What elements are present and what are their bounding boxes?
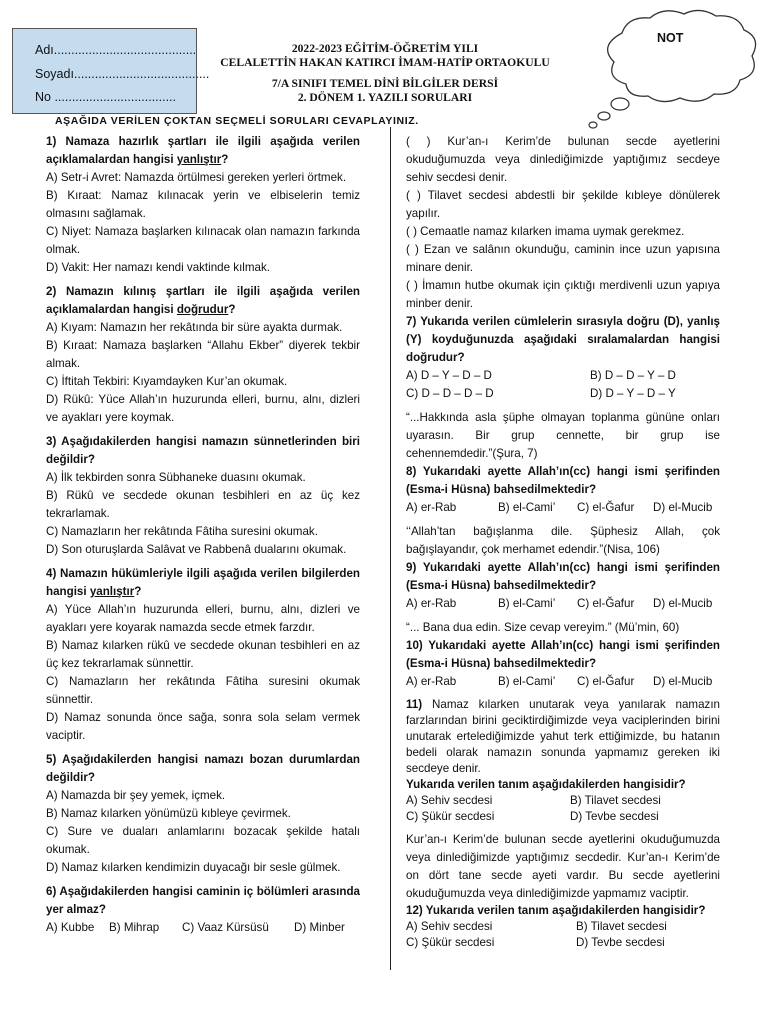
q8-stem: 8) Yukarıdaki ayette Allah’ın(cc) hangi ismi şerifinden (Esma-i Hüsna) bahsedilmektedir? — [406, 465, 720, 496]
quote-8: “...Hakkında asla şüphe olmayan toplanma gününe onları uyarasın. Bir grup cennette, bir grup ise cehennemdedir.”(Şura, 7) — [406, 411, 720, 460]
q11-option-d[interactable]: D) Tevbe secdesi — [570, 810, 659, 823]
q6-option-a[interactable]: A) Kubbe — [46, 921, 95, 934]
q12-option-c[interactable]: C) Şükür secdesi — [406, 936, 495, 949]
quote-10: “... Bana dua edin. Size cevap vereyim.” (Mü’min, 60) — [406, 621, 680, 634]
q4-option-a[interactable]: A) Yüce Allah’ın huzurunda elleri, burnu, alnı, dizleri ve ayakları yere koyarak namazda secde etmek farzdır. — [46, 603, 360, 634]
column-divider — [390, 127, 391, 970]
q11-text: 11) Namaz kılarken unutarak veya yanılarak namazın farzlarından birini geciktirdiğimizde veya vaciplerinden birini unutarak ertelediğimizde yahut terk ettiğimizde, bu hatanın bedeli olarak namazın sonunda yapmamız gereken iki secdeye denir. — [406, 698, 720, 775]
q12-stem: 12) Yukarıda verilen tanım aşağıdakilerden hangisidir? — [406, 904, 706, 917]
school-year: 2022-2023 EĞİTİM-ÖĞRETİM YILI — [291, 42, 479, 55]
q9-options — [406, 595, 720, 613]
name-field[interactable]: Adı......................................... — [35, 43, 197, 57]
q6-option-b[interactable]: B) Mihrap — [109, 921, 160, 934]
q11-option-b[interactable]: B) Tilavet secdesi — [570, 794, 661, 807]
q7-option-a[interactable]: A) D – Y – D – D — [406, 369, 492, 382]
q2-option-b[interactable]: B) Kıraat: Namaza başlarken “Allahu Ekber” diyerek tekbir almak. — [46, 339, 360, 370]
statement-2[interactable]: ( ) Tilavet secdesi abdestli bir şekilde kıbleye dönülerek yapılır. — [406, 189, 720, 220]
q11-option-a[interactable]: A) Sehiv secdesi — [406, 794, 493, 807]
q1-option-c[interactable]: C) Niyet: Namaza başlarken kılınacak olan namazın farkında olmak. — [46, 225, 360, 256]
number-field[interactable]: No ................................... — [35, 90, 177, 104]
q6-option-d[interactable]: D) Minber — [294, 921, 345, 934]
left-column — [46, 133, 360, 937]
q4-option-d[interactable]: D) Namaz sonunda önce sağa, sonra sola selam vermek vaciptir. — [46, 711, 360, 742]
q6-option-c[interactable]: C) Vaaz Kürsüsü — [182, 921, 269, 934]
class-course: 7/A SINIFI TEMEL DİNİ BİLGİLER DERSİ — [271, 77, 499, 90]
q10-options — [406, 673, 720, 691]
q12-text: Kur’an-ı Kerim’de bulunan secde ayetlerini okuduğumuzda veya dinlediğimizde yaptığımız secdedir. Kur’an-ı Kerim’de on dört tane secde ayeti vardır. Bu secde ayetlerini okuduğumuzda veya dinlediğimizde yapmamız vaciptir. — [406, 833, 720, 900]
school-name: CELALETTİN HAKAN KATIRCI İMAM-HATİP ORTAOKULU — [220, 56, 550, 69]
q8-option-c[interactable]: C) el-Ğafur — [577, 501, 635, 514]
q7-option-b[interactable]: B) D – D – Y – D — [590, 369, 676, 382]
q12-options-row2 — [406, 935, 720, 951]
q12-option-b[interactable]: B) Tilavet secdesi — [576, 920, 667, 933]
q6-stem: 6) Aşağıdakilerden hangisi caminin iç bölümleri arasında yer almaz? — [46, 885, 360, 916]
q5-option-b[interactable]: B) Namaz kılarken yönümüzü kıbleye çevirmek. — [46, 807, 291, 820]
exam-title: 2. DÖNEM 1. YAZILI SORULARI — [297, 91, 473, 104]
q12-options-row1 — [406, 919, 720, 935]
q1-option-d[interactable]: D) Vakit: Her namazı kendi vaktinde kılmak. — [46, 261, 271, 274]
q5-stem: 5) Aşağıdakilerden hangisi namazı bozan durumlardan değildir? — [46, 753, 360, 784]
q11-options-row1 — [406, 793, 720, 809]
q2-option-d[interactable]: D) Rükû: Yüce Allah’ın huzurunda elleri, burnu, alnı, dizleri ve ayakları yere koymak. — [46, 393, 360, 424]
q10-stem: 10) Yukarıdaki ayette Allah’ın(cc) hangi ismi şerifinden (Esma-i Hüsna) bahsedilmektedir? — [406, 639, 720, 670]
q1-stem: 1) Namaza hazırlık şartları ile ilgili aşağıda verilen açıklamalardan hangisi yanlıştır? — [46, 135, 360, 166]
q9-option-c[interactable]: C) el-Ğafur — [577, 597, 635, 610]
q12-option-d[interactable]: D) Tevbe secdesi — [576, 936, 665, 949]
statement-4[interactable]: ( ) Ezan ve salânın okunduğu, caminin ince uzun yapısına minare denir. — [406, 243, 720, 274]
q10-option-d[interactable]: D) el-Mucib — [653, 675, 713, 688]
q7-options-row2 — [406, 385, 720, 403]
q9-stem: 9) Yukarıdaki ayette Allah’ın(cc) hangi ismi şerifinden (Esma-i Hüsna) bahsedilmektedir? — [406, 561, 720, 592]
q9-option-a[interactable]: A) er-Rab — [406, 597, 457, 610]
q10-option-c[interactable]: C) el-Ğafur — [577, 675, 635, 688]
q5-option-c[interactable]: C) Sure ve duaları anlamlarını bozacak şekilde hatalı okumak. — [46, 825, 360, 856]
q6-options — [46, 919, 360, 937]
right-column — [406, 133, 720, 951]
q3-option-b[interactable]: B) Rükû ve secdede okunan tesbihleri en az üç kez tekrarlamak. — [46, 489, 360, 520]
q12-option-a[interactable]: A) Sehiv secdesi — [406, 920, 493, 933]
q4-option-c[interactable]: C) Namazların her rekâtında Fâtiha suresini okumak sünnettir. — [46, 675, 360, 706]
q2-option-c[interactable]: C) İftitah Tekbiri: Kıyamdayken Kur’an okumak. — [46, 375, 288, 388]
q2-stem: 2) Namazın kılınış şartları ile ilgili aşağıda verilen açıklamalardan hangisi doğrudur? — [46, 285, 360, 316]
grade-label: NOT — [657, 31, 684, 45]
q3-option-d[interactable]: D) Son oturuşlarda Salâvat ve Rabbenâ dualarını okumak. — [46, 543, 347, 556]
q7-stem: 7) Yukarıda verilen cümlelerin sırasıyla doğru (D), yanlış (Y) koyduğunuzda aşağıdaki sıralamalardan hangisi doğrudur? — [406, 315, 720, 364]
surname-field[interactable]: Soyadı....................................... — [35, 67, 210, 81]
q7-option-c[interactable]: C) D – D – D – D — [406, 387, 494, 400]
q5-option-a[interactable]: A) Namazda bir şey yemek, içmek. — [46, 789, 226, 802]
q1-option-a[interactable]: A) Setr-i Avret: Namazda örtülmesi gereken yerleri örtmek. — [46, 171, 347, 184]
q8-option-d[interactable]: D) el-Mucib — [653, 501, 713, 514]
q9-option-b[interactable]: B) el-Cami’ — [498, 597, 556, 610]
q8-options — [406, 499, 720, 517]
q10-option-b[interactable]: B) el-Cami’ — [498, 675, 556, 688]
statement-3[interactable]: ( ) Cemaatle namaz kılarken imama uymak gerekmez. — [406, 225, 685, 238]
q4-option-b[interactable]: B) Namaz kılarken rükû ve secdede okunan tesbihleri en az üç kez tekrarlamak sünnettir. — [46, 639, 360, 670]
q5-option-d[interactable]: D) Namaz kılarken kendimizin duyacağı bir sesle gülmek. — [46, 861, 341, 874]
q11-stem: Yukarıda verilen tanım aşağıdakilerden hangisidir? — [406, 778, 686, 791]
statement-1[interactable]: ( ) Kur’an-ı Kerim’de bulunan secde ayetlerini okuduğumuzda veya dinlediğimizde yaptığımız secdeye sehiv secdesi denir. — [406, 135, 720, 184]
q8-option-b[interactable]: B) el-Cami’ — [498, 501, 556, 514]
q3-stem: 3) Aşağıdakilerden hangisi namazın sünnetlerinden biri değildir? — [46, 435, 360, 466]
q7-option-d[interactable]: D) D – Y – D – Y — [590, 387, 676, 400]
q10-option-a[interactable]: A) er-Rab — [406, 675, 457, 688]
q8-option-a[interactable]: A) er-Rab — [406, 501, 457, 514]
quote-9: ‘‘Allah’tan bağışlanma dile. Şüphesiz Allah, çok bağışlayandır, çok merhamet edendir.”(Nisa, 106) — [406, 525, 720, 556]
q7-options-row1 — [406, 367, 720, 385]
q2-option-a[interactable]: A) Kıyam: Namazın her rekâtında bir süre ayakta durmak. — [46, 321, 343, 334]
q9-option-d[interactable]: D) el-Mucib — [653, 597, 713, 610]
q11-option-c[interactable]: C) Şükür secdesi — [406, 810, 495, 823]
q4-stem: 4) Namazın hükümleriyle ilgili aşağıda verilen bilgilerden hangisi yanlıştır? — [46, 567, 360, 598]
q3-option-c[interactable]: C) Namazların her rekâtında Fâtiha suresini okumak. — [46, 525, 318, 538]
q3-option-a[interactable]: A) İlk tekbirden sonra Sübhaneke duasını okumak. — [46, 471, 306, 484]
statement-5[interactable]: ( ) İmamın hutbe okumak için çıktığı merdivenli uzun yapıya minber denir. — [406, 279, 720, 310]
q1-option-b[interactable]: B) Kıraat: Namaz kılınacak yerin ve elbiselerin temiz olmasını sağlamak. — [46, 189, 360, 220]
q11-options-row2 — [406, 809, 720, 825]
instruction: AŞAĞIDA VERİLEN ÇOKTAN SEÇMELİ SORULARI CEVAPLAYINIZ. — [55, 115, 419, 127]
